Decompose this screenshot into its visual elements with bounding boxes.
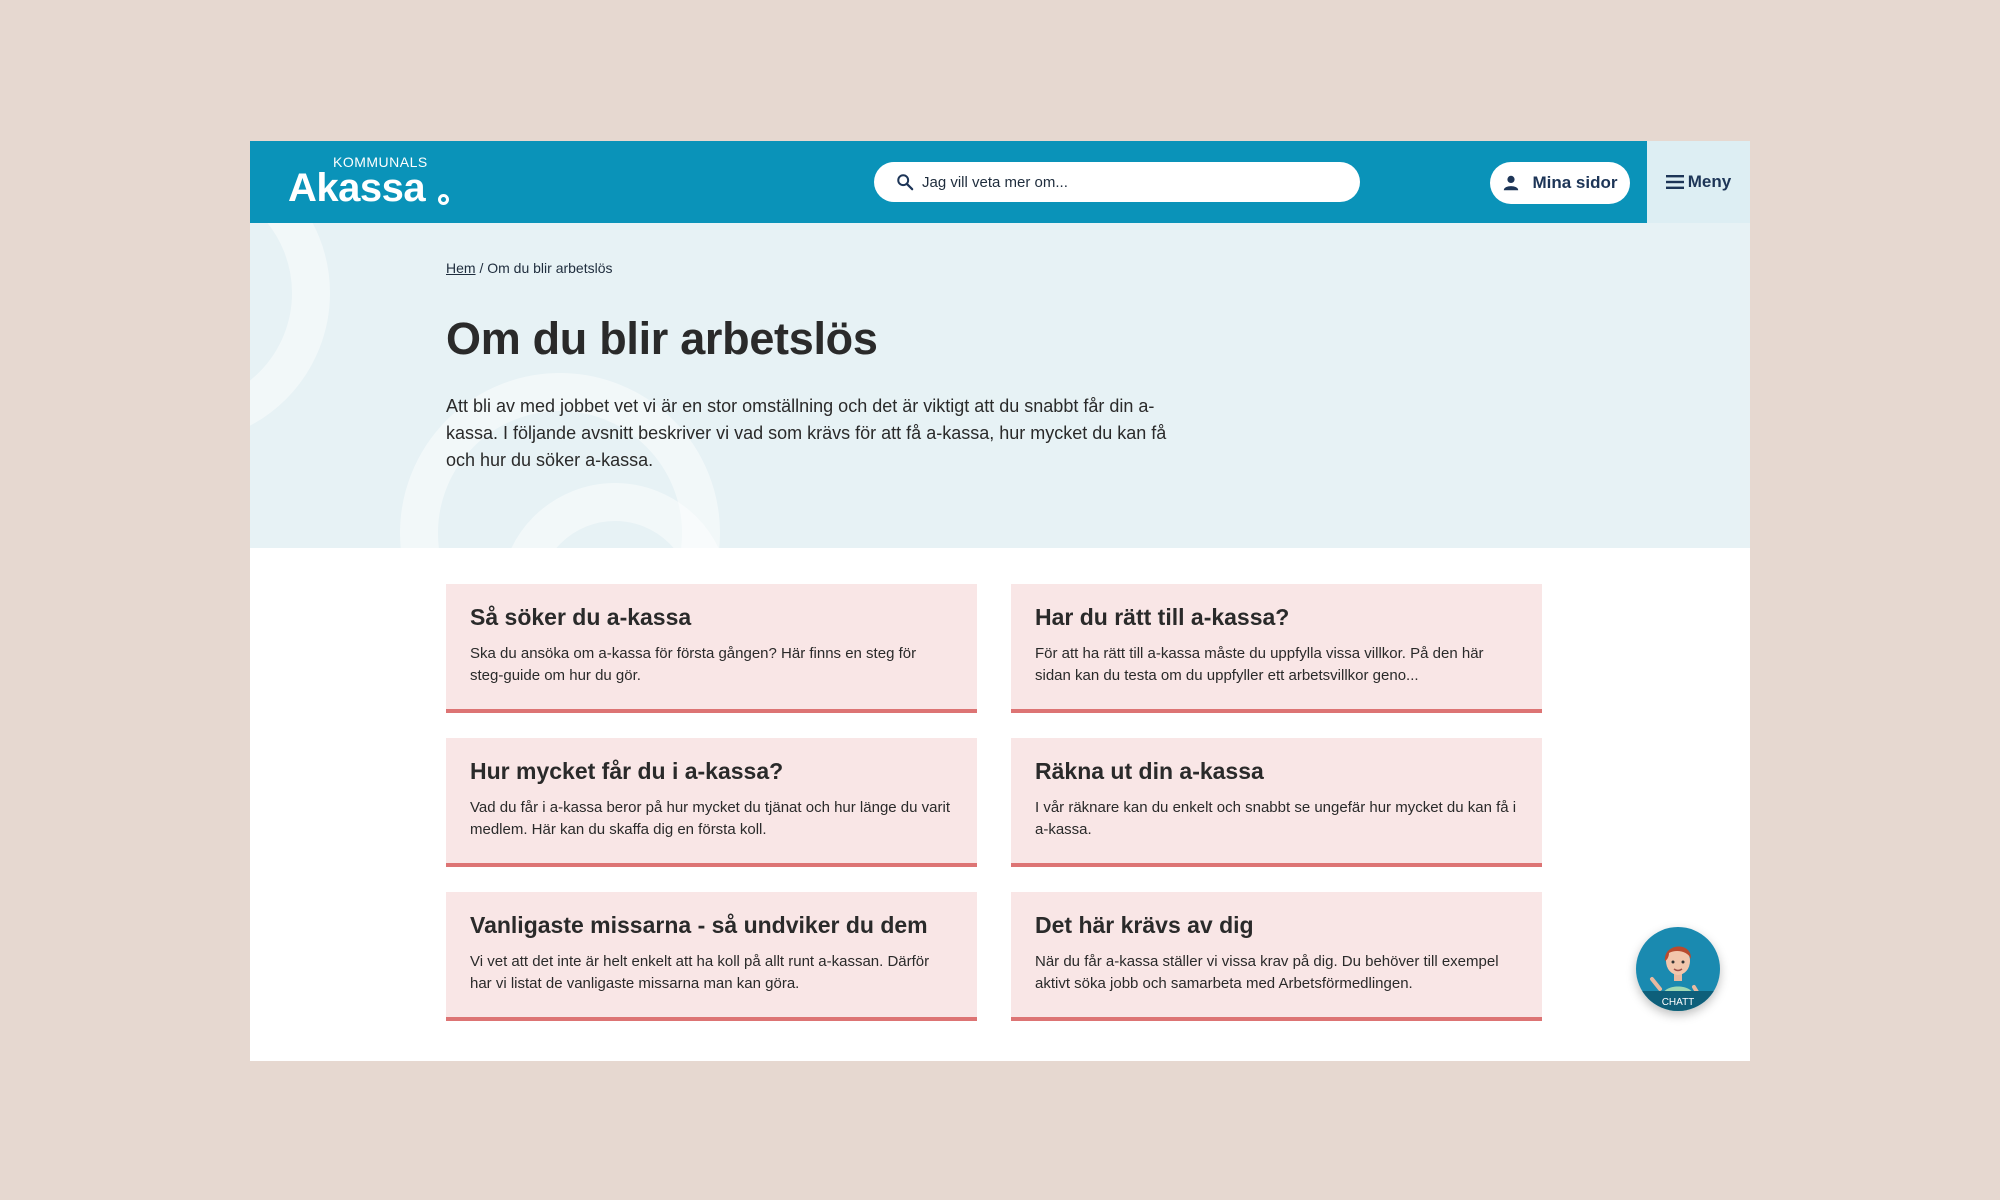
breadcrumb-home-link[interactable]: Hem [446,260,476,276]
menu-label: Meny [1687,172,1732,191]
decorative-circle [250,223,330,443]
logo-dot [438,194,449,205]
logo-wordmark: Akassa [288,166,426,210]
card-sa-soker-du[interactable] [446,584,977,713]
card-title: Så söker du a-kassa [470,604,692,630]
chat-label: CHATT [1661,997,1695,1008]
card-text: För att ha rätt till a-kassa måste du uppfylla vissa villkor. På den här sidan kan du testa om du uppfyller ett arbetsvillkor geno... [1035,645,1484,684]
card-title: Hur mycket får du i a-kassa? [470,758,784,784]
hero-section [250,223,1750,548]
logo[interactable] [288,154,458,214]
page-window [250,141,1750,1061]
logo-subtitle: KOMMUNALS [333,154,428,170]
search-icon [896,173,914,191]
hamburger-icon [1666,174,1684,190]
chat-button[interactable] [1636,927,1720,1011]
search-input[interactable]: Jag vill veta mer om... [922,173,1068,191]
card-title: Det här krävs av dig [1035,912,1254,938]
card-text: Ska du ansöka om a-kassa för första gången? Här finns en steg för steg-guide om hur du gör. [470,645,917,684]
card-text: I vår räknare kan du enkelt och snabbt se ungefär hur mycket du kan få i a-kassa. [1035,799,1517,838]
card-text: Vad du får i a-kassa beror på hur mycket du tjänat och hur länge du varit medlem. Här kan du skaffa dig en första koll. [470,799,950,838]
mina-sidor-button[interactable] [1490,162,1630,204]
card-vanligaste-missarna[interactable] [446,892,977,1021]
breadcrumb-separator: / [475,260,488,276]
card-title: Räkna ut din a-kassa [1035,758,1264,784]
breadcrumb [446,260,613,276]
card-text: Vi vet att det inte är helt enkelt att ha koll på allt runt a-kassan. Därför har vi listat de vanligaste missarna man kan göra. [470,953,930,992]
intro-text: Att bli av med jobbet vet vi är en stor omställning och det är viktigt att du snabbt får din a-kassa. I följande avsnitt beskriver vi vad som krävs för att få a-kassa, hur mycket du kan få och hur du söker a-kassa. [446,396,1167,470]
mina-sidor-label: Mina sidor [1532,173,1618,192]
card-hur-mycket[interactable] [446,738,977,867]
card-text: När du får a-kassa ställer vi vissa krav på dig. Du behöver till exempel aktivt söka jobb och samarbeta med Arbetsförmedlingen. [1035,953,1499,992]
breadcrumb-current: Om du blir arbetslös [487,260,613,276]
page-title: Om du blir arbetslös [446,313,878,364]
user-icon [1502,174,1520,192]
site-header [250,141,1750,223]
card-det-har-kravs[interactable] [1011,892,1542,1021]
menu-button[interactable] [1647,141,1750,223]
card-har-du-ratt[interactable] [1011,584,1542,713]
card-title: Har du rätt till a-kassa? [1035,604,1290,630]
card-rakna-ut[interactable] [1011,738,1542,867]
search-bar[interactable] [874,162,1360,202]
card-title: Vanligaste missarna - så undviker du dem [470,912,928,938]
